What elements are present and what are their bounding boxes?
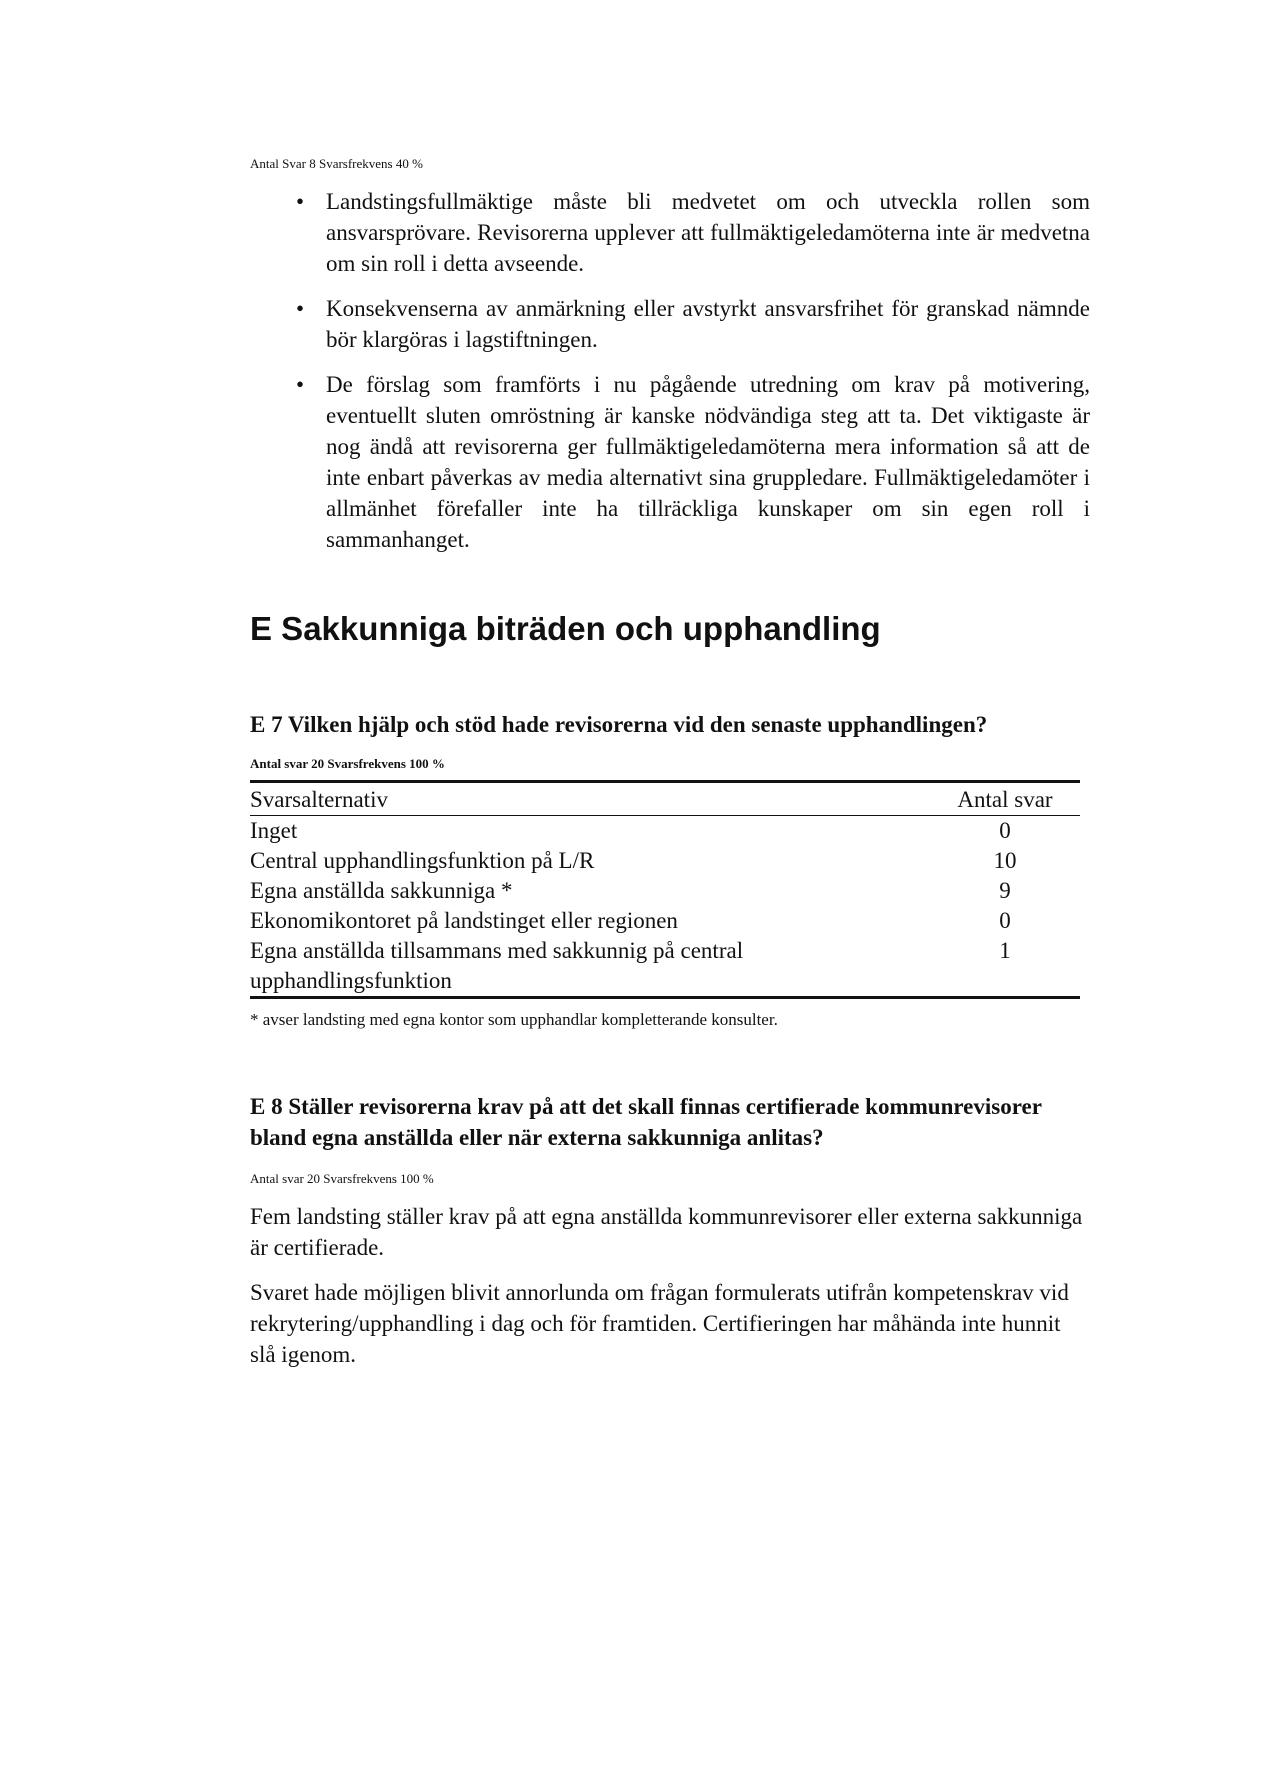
row-option: Inget [250, 818, 298, 843]
e8-response-meta: Antal svar 20 Svarsfrekvens 100 % [250, 1171, 434, 1186]
response-meta: Antal Svar 8 Svarsfrekvens 40 % [250, 156, 423, 171]
row-option: Egna anställda tillsammans med sakkunnig på central upphandlingsfunktion [250, 936, 930, 998]
table-row [250, 936, 1080, 998]
column-header-count: Antal svar [930, 782, 1080, 816]
bullet-icon: • [295, 296, 305, 321]
column-header-option: Svarsalternativ [250, 782, 930, 816]
question-e8-title: E 8 Ställer revisorerna krav på att det skall finnas certifierade kommunrevisorer bland egna anställda eller när externa sakkunniga anlitas? [250, 1094, 1042, 1150]
bullet-item [290, 369, 1090, 555]
question-e7-title: E 7 Vilken hjälp och stöd hade revisorerna vid den senaste upphandlingen? [250, 712, 988, 737]
table-header-row [250, 782, 1080, 816]
e7-response-meta: Antal svar 20 Svarsfrekvens 100 % [250, 756, 445, 771]
table-row [250, 876, 1080, 906]
row-option: Central upphandlingsfunktion på L/R [250, 848, 595, 873]
bullet-item [290, 293, 1090, 355]
row-count: 0 [999, 908, 1011, 933]
row-count: 1 [930, 936, 1080, 998]
e7-answers-table [250, 780, 1080, 999]
table-row [250, 816, 1080, 847]
e7-footnote: * avser landsting med egna kontor som upphandlar kompletterande konsulter. [250, 1010, 778, 1029]
table-row [250, 906, 1080, 936]
e8-answer-block [250, 1201, 1090, 1370]
bullet-item [290, 186, 1090, 279]
table-row [250, 846, 1080, 876]
bullet-text: Konsekvenserna av anmärkning eller avstyrkt ansvarsfrihet för granskad nämnde bör klargöras i lagstiftningen. [326, 296, 1090, 352]
e8-paragraph: Fem landsting ställer krav på att egna anställda kommunrevisorer eller externa sakkunniga är certifierade. [250, 1204, 1083, 1260]
bullet-text: Landstingsfullmäktige måste bli medvetet om och utveckla rollen som ansvarsprövare. Revisorerna upplever att fullmäktigeledamöterna inte är medvetna om sin roll i detta avseende. [326, 189, 1090, 276]
bullet-icon: • [295, 189, 305, 214]
row-count: 10 [993, 848, 1017, 873]
bullet-text: De förslag som framförts i nu pågående utredning om krav på motivering, eventuellt sluten omröstning är kanske nödvändiga steg att ta. Det viktigaste är nog ändå att revisorerna ger fullmäktigeledamöterna mera information så att de inte enbart påverkas av media alternativt sina gruppledare. Fullmäktigeledamöter i allmänhet förefaller inte ha tillräckliga kunskaper om sin egen roll i sammanhanget. [326, 372, 1090, 552]
row-option: Egna anställda sakkunniga * [250, 878, 513, 903]
e8-paragraph: Svaret hade möjligen blivit annorlunda om frågan formulerats utifrån kompetenskrav vid rekrytering/upphandling i dag och för framtiden. Certifieringen har måhända inte hunnit slå igenom. [250, 1280, 1069, 1367]
document-page [250, 156, 1090, 1370]
e7-table-container [250, 780, 1090, 999]
row-option: Ekonomikontoret på landstinget eller regionen [250, 908, 678, 933]
bullet-icon: • [295, 372, 305, 397]
row-count: 9 [999, 878, 1011, 903]
section-heading: E Sakkunniga biträden och upphandling [250, 610, 881, 647]
bullet-list [250, 186, 1090, 555]
row-count: 0 [999, 818, 1011, 843]
